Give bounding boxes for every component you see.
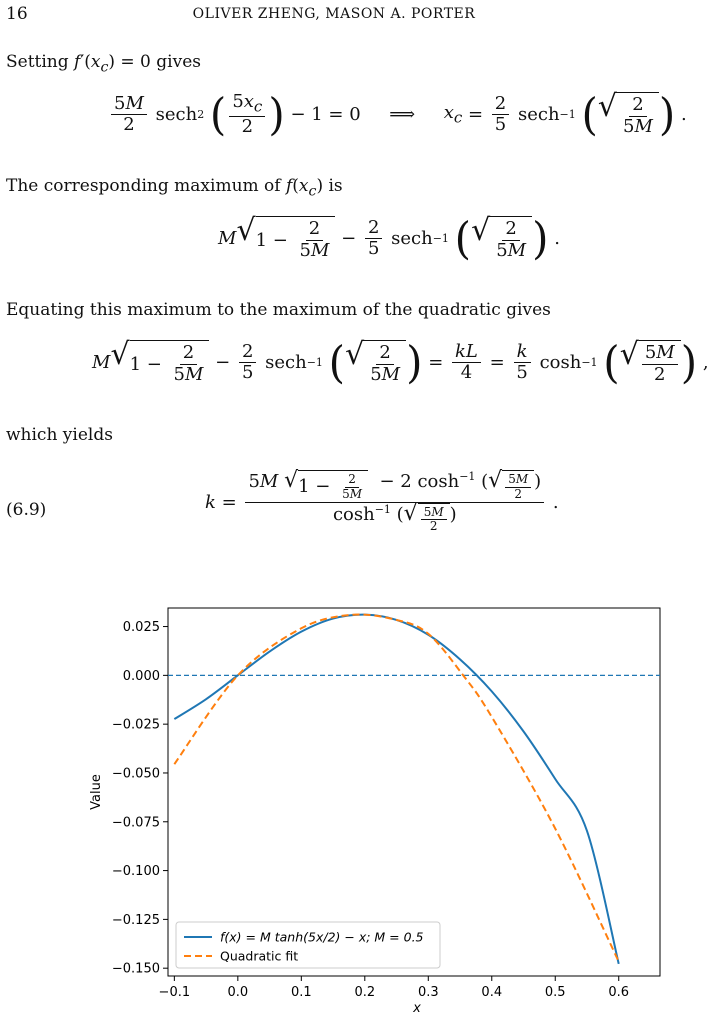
series-line-0 <box>174 615 618 964</box>
page-header <box>6 4 662 28</box>
series-line-1 <box>174 615 618 962</box>
equation-derivative: $\frac{5M}{2}$ sech 2 ( $\frac{5x_c}{2}$ ) − 1 = 0 ⟹ $x_c$ = $\frac{2}{5}$ sech −1 ( √ $\frac{2}{5M}$ ) . <box>108 92 687 138</box>
y-tick-label: −0.050 <box>111 766 160 782</box>
x-tick-label: 0.2 <box>354 985 376 1000</box>
x-tick-label: 0.3 <box>417 985 439 1000</box>
paragraph-1: Setting $f'(x_c) = 0$ gives <box>6 52 201 76</box>
x-tick-label: 0.0 <box>227 985 249 1000</box>
y-tick-label: −0.125 <box>111 912 160 928</box>
paragraph-2: The corresponding maximum of $f(x_c)$ is <box>6 176 343 200</box>
paragraph-4: which yields <box>6 425 113 445</box>
equation-maximum: M √ 1 − $\frac{2}{5M}$ − $\frac{2}{5}$ sech −1 ( √ $\frac{2}{5M}$ ) . <box>218 212 560 264</box>
x-tick-label: 0.6 <box>608 985 630 1000</box>
y-tick-label: 0.025 <box>122 620 160 636</box>
equation-number: (6.9) <box>6 500 47 520</box>
running-head: OLIVER ZHENG, MASON A. PORTER <box>192 6 476 22</box>
y-tick-label: −0.150 <box>111 961 160 977</box>
x-tick-label: 0.4 <box>481 985 503 1000</box>
y-axis-label: Value <box>89 774 104 810</box>
y-tick-label: −0.025 <box>111 717 160 733</box>
x-tick-label: −0.1 <box>158 985 191 1000</box>
x-axis-label: x <box>413 1001 421 1016</box>
figure-chart <box>0 590 668 1021</box>
paragraph-3: Equating this maximum to the maximum of the quadratic gives <box>6 300 551 320</box>
x-tick-label: 0.1 <box>290 985 312 1000</box>
legend-label-1: Quadratic fit <box>220 948 299 964</box>
equation-equating: M √ 1 − $\frac{2}{5M}$ − $\frac{2}{5}$ sech −1 ( √ $\frac{2}{5M}$ ) = $\frac{kL}{4}$ = $\frac{k}{5}$ cosh −1 ( √ $\frac{5M}{2}$ ) , <box>92 336 709 388</box>
page-number: 16 <box>6 4 28 24</box>
y-tick-label: −0.100 <box>111 864 160 880</box>
equation-k: k = 5M √ 1 − $\frac{2}{5M}$ − 2 $\cosh^{-1}$ ( √ $\frac{5M}{2}$ ) $\cosh^{-1}$ ( √ $\frac{5M}{2}$ ) . <box>205 468 559 534</box>
chart-svg <box>0 590 668 1021</box>
y-tick-label: 0.000 <box>122 668 160 684</box>
y-tick-label: −0.075 <box>111 815 160 831</box>
legend-label-0: f(x) = M tanh(5x/2) − x; M = 0.5 <box>220 929 424 945</box>
x-tick-label: 0.5 <box>544 985 566 1000</box>
plot-frame <box>168 608 660 976</box>
